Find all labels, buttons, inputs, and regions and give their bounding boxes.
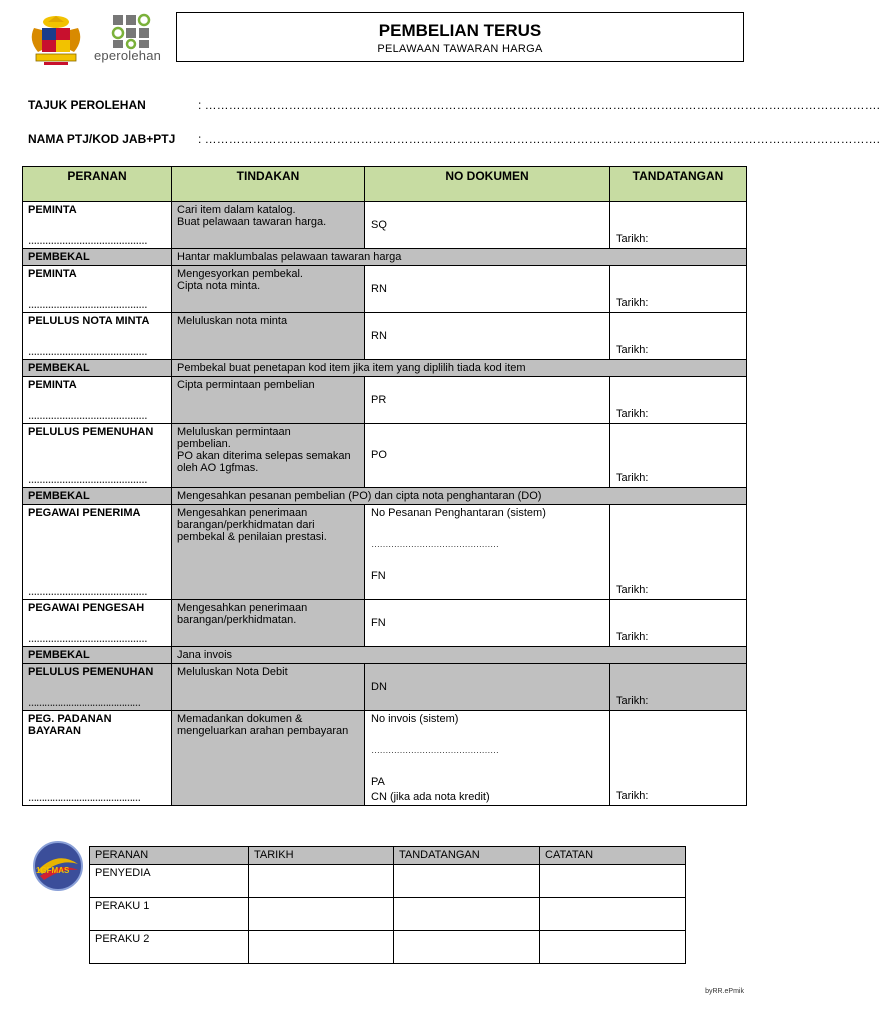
action-line: Mengesahkan penerimaan: [177, 602, 308, 614]
approval-notes-cell[interactable]: [540, 865, 686, 898]
tajuk-perolehan-label: TAJUK PEROLEHAN: [28, 98, 146, 112]
action-cell: [172, 664, 365, 711]
workflow-step-row: [23, 377, 747, 424]
workflow-table-header: [23, 167, 747, 202]
approval-header-peranan: PERANAN: [90, 847, 249, 865]
role-name: PEMINTA: [28, 268, 77, 280]
action-line: Buat pelawaan tawaran harga.: [177, 216, 327, 228]
doc-code: PO: [371, 449, 387, 461]
approval-header-tarikh: TARIKH: [249, 847, 394, 865]
role-cell: [23, 424, 172, 488]
role-signature-line: ……………………………………: [28, 475, 147, 485]
signature-cell[interactable]: [610, 377, 747, 424]
role-signature-line: ……………………………………: [28, 634, 147, 644]
role-cell: [23, 266, 172, 313]
page-title: PEMBELIAN TERUS: [378, 21, 542, 40]
tarikh-label: Tarikh:: [616, 695, 649, 707]
action-line: Cari item dalam katalog.: [177, 204, 296, 216]
band-role: PEMBEKAL: [23, 647, 172, 664]
action-line: Meluluskan Nota Debit: [177, 666, 288, 678]
doc-code: RN: [371, 283, 387, 295]
1gfmas-logo: [32, 840, 84, 892]
action-line: Cipta nota minta.: [177, 280, 261, 292]
pembekal-band-row: [23, 249, 747, 266]
role-name: PEMINTA: [28, 204, 77, 216]
action-cell: [172, 711, 365, 806]
action-line: Meluluskan permintaan: [177, 426, 291, 438]
tarikh-label: Tarikh:: [616, 408, 649, 420]
document-cell: [365, 505, 610, 600]
workflow-step-row: [23, 711, 747, 806]
action-cell: [172, 505, 365, 600]
footer-credit: byRR.ePmik: [705, 988, 744, 995]
pembekal-band-row: [23, 488, 747, 505]
approval-notes-cell[interactable]: [540, 898, 686, 931]
document-cell: [365, 711, 610, 806]
approval-table: [89, 846, 686, 964]
workflow-table: [22, 166, 747, 806]
signature-cell[interactable]: [610, 600, 747, 647]
action-line: Meluluskan nota minta: [177, 315, 288, 327]
action-cell: [172, 424, 365, 488]
approval-header-tandatangan: TANDATANGAN: [394, 847, 540, 865]
title-box: [176, 12, 744, 62]
document-cell: [365, 313, 610, 360]
document-cell: [365, 664, 610, 711]
doc-extra: CN (jika ada nota kredit): [371, 791, 490, 803]
signature-cell[interactable]: [610, 266, 747, 313]
doc-code: FN: [371, 570, 386, 582]
band-text: Mengesahkan pesanan pembelian (PO) dan cipta nota penghantaran (DO): [172, 488, 747, 505]
approval-signature-cell[interactable]: [394, 898, 540, 931]
workflow-step-row: [23, 505, 747, 600]
role-signature-line: ……………………………………: [28, 347, 147, 357]
approval-signature-cell[interactable]: [394, 931, 540, 964]
role-name: PELULUS PEMENUHAN: [28, 426, 154, 438]
document-cell: [365, 424, 610, 488]
signature-cell[interactable]: [610, 505, 747, 600]
approval-role: PERAKU 1: [90, 898, 249, 931]
action-cell: [172, 313, 365, 360]
role-name: PELULUS PEMENUHAN: [28, 666, 154, 678]
role-signature-line: ……………………………………: [28, 236, 147, 246]
approval-header-catatan: CATATAN: [540, 847, 686, 865]
1gfmas-logo-text: 1GFMAS: [36, 866, 70, 875]
signature-cell[interactable]: [610, 711, 747, 806]
doc-code: FN: [371, 617, 386, 629]
workflow-step-row: [23, 313, 747, 360]
doc-code: PA: [371, 776, 385, 788]
role-cell: [23, 377, 172, 424]
page-subtitle: PELAWAAN TAWARAN HARGA: [377, 43, 543, 55]
doc-code: SQ: [371, 219, 387, 231]
approval-role: PERAKU 2: [90, 931, 249, 964]
role-name: PEGAWAI PENGESAH: [28, 602, 145, 614]
workflow-step-row: [23, 600, 747, 647]
action-line: Mengesyorkan pembekal.: [177, 268, 303, 280]
pembekal-band-row: [23, 647, 747, 664]
document-cell: [365, 600, 610, 647]
role-signature-line: ……………………………………: [28, 587, 147, 597]
action-cell: [172, 202, 365, 249]
tarikh-label: Tarikh:: [616, 790, 649, 802]
approval-notes-cell[interactable]: [540, 931, 686, 964]
nama-ptj-label: NAMA PTJ/KOD JAB+PTJ: [28, 132, 176, 146]
header-no-dokumen: NO DOKUMEN: [365, 167, 610, 202]
approval-date-cell[interactable]: [249, 931, 394, 964]
eperolehan-logo-text: eperolehan: [94, 48, 162, 63]
role-name: PEGAWAI PENERIMA: [28, 507, 141, 519]
tajuk-perolehan-field[interactable]: : …………………………………………………………………………………………………………………………………………………….: [198, 98, 880, 112]
pembekal-band-row: [23, 360, 747, 377]
action-line: oleh AO 1gfmas.: [177, 462, 259, 474]
header-peranan: PERANAN: [23, 167, 172, 202]
document-cell: [365, 202, 610, 249]
doc-label-top: No invois (sistem): [371, 713, 459, 725]
band-role: PEMBEKAL: [23, 249, 172, 266]
tarikh-label: Tarikh:: [616, 344, 649, 356]
approval-date-cell[interactable]: [249, 898, 394, 931]
doc-dotted-line: ………………………………………: [371, 539, 499, 549]
approval-signature-cell[interactable]: [394, 865, 540, 898]
band-text: Hantar maklumbalas pelawaan tawaran harga: [172, 249, 747, 266]
malaysia-coat-of-arms-logo: [24, 14, 88, 66]
document-cell: [365, 377, 610, 424]
role-signature-line: ……………………………………: [28, 300, 147, 310]
role-name: PEMINTA: [28, 379, 77, 391]
action-line: mengeluarkan arahan pembayaran: [177, 725, 349, 737]
approval-row: [90, 898, 686, 931]
doc-code: PR: [371, 394, 387, 406]
band-text: Pembekal buat penetapan kod item jika item yang diplilih tiada kod item: [172, 360, 747, 377]
approval-row: [90, 865, 686, 898]
signature-cell[interactable]: [610, 424, 747, 488]
action-cell: [172, 266, 365, 313]
doc-code: DN: [371, 681, 387, 693]
action-line: barangan/perkhidmatan.: [177, 614, 297, 626]
signature-cell[interactable]: [610, 664, 747, 711]
action-line: Cipta permintaan pembelian: [177, 379, 315, 391]
workflow-step-row: [23, 202, 747, 249]
action-line: Mengesahkan penerimaan: [177, 507, 308, 519]
workflow-step-row: [23, 424, 747, 488]
role-cell: [23, 600, 172, 647]
approval-role: PENYEDIA: [90, 865, 249, 898]
approval-row: [90, 931, 686, 964]
eperolehan-logo: [94, 14, 170, 66]
role-name: PEG. PADANAN BAYARAN: [28, 713, 112, 737]
action-cell: [172, 377, 365, 424]
role-cell: [23, 711, 172, 806]
role-signature-line: ……………………………………: [28, 793, 140, 803]
role-cell: [23, 664, 172, 711]
band-role: PEMBEKAL: [23, 488, 172, 505]
role-cell: [23, 313, 172, 360]
signature-cell[interactable]: [610, 313, 747, 360]
action-cell: [172, 600, 365, 647]
nama-ptj-field[interactable]: : …………………………………………………………………………………………………………………………………………………….: [198, 132, 880, 146]
role-signature-line: ……………………………………: [28, 698, 140, 708]
header-tandatangan: TANDATANGAN: [610, 167, 747, 202]
tarikh-label: Tarikh:: [616, 297, 649, 309]
action-line: pembelian.: [177, 438, 231, 450]
doc-code: RN: [371, 330, 387, 342]
signature-cell[interactable]: [610, 202, 747, 249]
action-line: Memadankan dokumen &: [177, 713, 303, 725]
action-line: PO akan diterima selepas semakan: [177, 450, 351, 462]
role-cell: [23, 202, 172, 249]
role-name: PELULUS NOTA MINTA: [28, 315, 150, 327]
band-text: Jana invois: [172, 647, 747, 664]
tarikh-label: Tarikh:: [616, 233, 649, 245]
workflow-step-row: [23, 664, 747, 711]
approval-date-cell[interactable]: [249, 865, 394, 898]
header-tindakan: TINDAKAN: [172, 167, 365, 202]
doc-label-top: No Pesanan Penghantaran (sistem): [371, 507, 546, 519]
workflow-step-row: [23, 266, 747, 313]
doc-dotted-line: ………………………………………: [371, 745, 499, 755]
tarikh-label: Tarikh:: [616, 631, 649, 643]
role-cell: [23, 505, 172, 600]
role-signature-line: ……………………………………: [28, 411, 147, 421]
action-line: pembekal & penilaian prestasi.: [177, 531, 327, 543]
band-role: PEMBEKAL: [23, 360, 172, 377]
tarikh-label: Tarikh:: [616, 584, 649, 596]
tarikh-label: Tarikh:: [616, 472, 649, 484]
document-cell: [365, 266, 610, 313]
action-line: barangan/perkhidmatan dari: [177, 519, 315, 531]
